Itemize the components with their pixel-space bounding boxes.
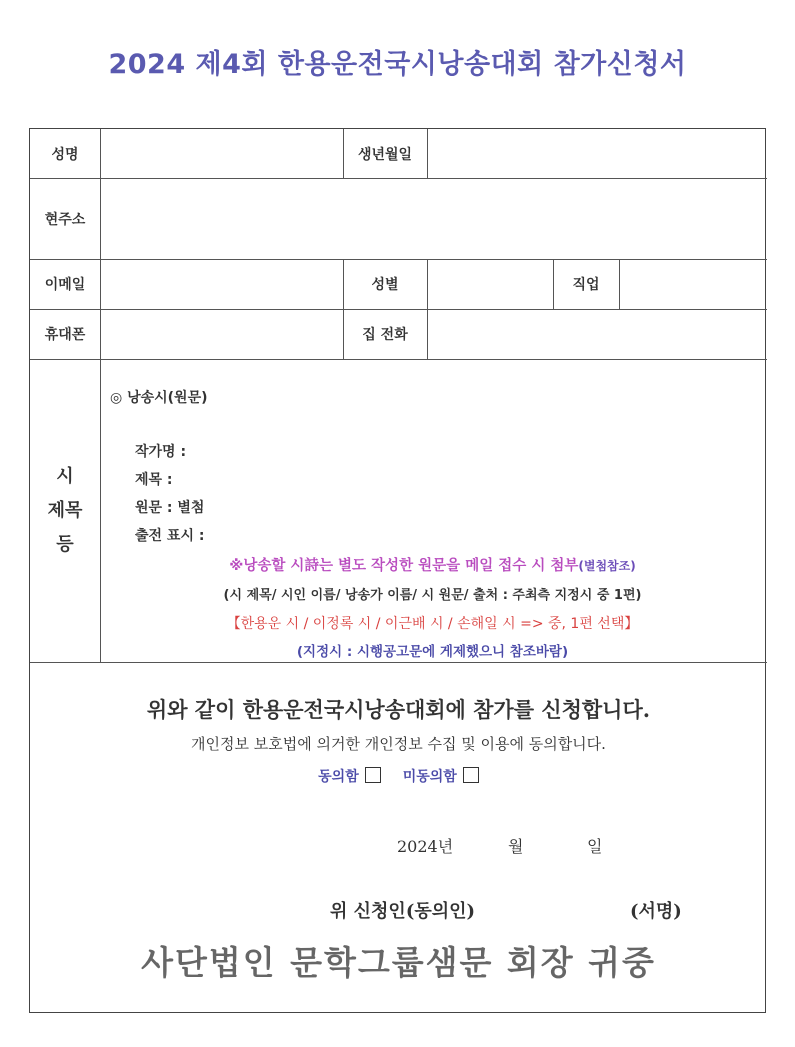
poem-label-3: 등: [56, 533, 74, 555]
label-gender: 성별: [371, 277, 399, 293]
poem-note-attach: [100, 554, 765, 575]
poem-original-field: 원문 : 별첨: [135, 500, 205, 516]
poem-author-field[interactable]: 작가명 :: [135, 444, 187, 460]
label-address: 현주소: [44, 211, 86, 228]
poem-subject-field[interactable]: 제목 :: [135, 472, 173, 488]
agree-checkbox[interactable]: [365, 767, 381, 783]
disagree-checkbox[interactable]: [463, 767, 479, 783]
poem-label-2: 제목: [47, 499, 83, 521]
poem-source-field[interactable]: 출전 표시 :: [135, 528, 205, 544]
privacy-consent-text: 개인정보 보호법에 의거한 개인정보 수집 및 이용에 동의합니다.: [191, 735, 606, 753]
label-home-phone: 집 전화: [362, 327, 408, 343]
poem-note-choice: 【한용운 시 / 이정록 시 / 이근배 시 / 손해일 시 => 중, 1편 선택】: [226, 616, 639, 632]
home-phone-input[interactable]: [427, 309, 767, 359]
address-input[interactable]: [100, 178, 767, 259]
signature-label[interactable]: (서명): [630, 901, 682, 922]
page-title: 2024 제4회 한용운전국시낭송대회 참가신청서: [108, 49, 687, 80]
label-birth: 생년월일: [357, 146, 413, 163]
label-mobile: 휴대폰: [44, 327, 86, 343]
birth-input[interactable]: [427, 129, 767, 178]
date-year: 2024년: [397, 837, 454, 856]
poem-label-1: 시: [56, 465, 74, 487]
gender-input[interactable]: [427, 259, 553, 309]
label-email: 이메일: [44, 277, 86, 293]
email-input[interactable]: [100, 259, 343, 309]
poem-note-format: (시 제목/ 시인 이름/ 낭송가 이름/ 시 원문/ 출처 : 주최측 지정시 중 1편): [223, 588, 642, 603]
poem-note-reference: (지정시 : 시행공고문에 게제했으니 참조바람): [296, 644, 569, 660]
note-attach-text: ※낭송할 시詩는 별도 작성한 원문을 메일 접수 시 첨부: [229, 558, 579, 574]
mobile-input[interactable]: [100, 309, 343, 359]
label-job: 직업: [572, 277, 600, 293]
agree-label: 동의함: [318, 769, 359, 785]
date-month: 월: [508, 837, 524, 856]
label-name: 성명: [51, 146, 79, 163]
application-form: [29, 128, 766, 1013]
poem-section: [100, 359, 765, 662]
closing-addressee: 사단법인 문학그룹샘문 회장 귀중: [141, 943, 656, 982]
poem-bullet: ◎ 낭송시(원문): [110, 390, 208, 406]
job-input[interactable]: [619, 259, 767, 309]
disagree-label: 미동의함: [402, 769, 457, 785]
name-input[interactable]: [100, 129, 343, 178]
note-attach-suffix: (별첨참조): [578, 559, 636, 573]
consent-options: [30, 766, 767, 786]
row-divider: [30, 662, 767, 663]
applicant-label: 위 신청인(동의인): [330, 901, 476, 922]
declaration-line: 위와 같이 한용운전국시낭송대회에 참가를 신청합니다.: [146, 697, 651, 722]
poem-section-label: [30, 359, 100, 662]
date-day: 일: [587, 837, 603, 856]
